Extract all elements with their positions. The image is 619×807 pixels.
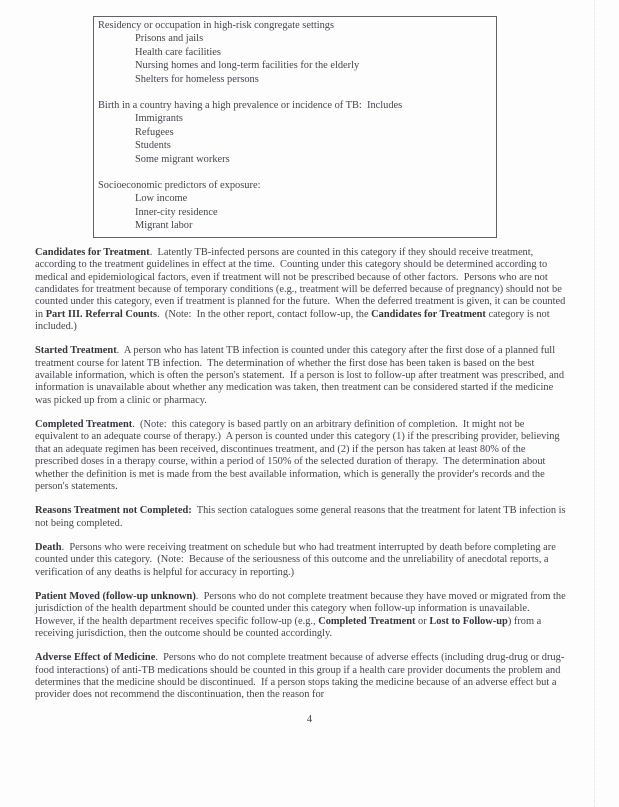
paragraph-patient-moved: [35, 591, 568, 640]
scan-artifact-line: [594, 0, 595, 807]
risk-group-item: Some migrant workers: [135, 153, 230, 165]
risk-group-heading: Socioeconomic predictors of exposure:: [98, 180, 261, 192]
text-run: ) from a receiving jurisdiction, then the outcome should be counted accordingly.: [35, 615, 544, 639]
page-number: 4: [306, 714, 313, 725]
risk-group-item: Migrant labor: [135, 220, 193, 232]
text-run: . Persons who do not complete treatment because they have moved or migrated from the jurisdiction of the health department should be counted under this category when follow-up information is unavailable. However, if the health department receives specific follow-up (e.g.,: [35, 590, 569, 627]
bold-term: Candidates for Treatment: [371, 308, 486, 320]
paragraph-reasons-treatment-not-completed: [35, 505, 568, 530]
risk-group-heading: Birth in a country having a high prevalence or incidence of TB: Includes: [98, 100, 403, 112]
risk-group-item: Students: [135, 140, 171, 152]
bold-term: Reasons Treatment not Completed:: [35, 505, 192, 517]
text-run: . Latently TB-infected persons are counted in this category if they should receive treatment, according to the treatment guidelines in effect at the time. Counting under this category should be determined according to medical and epidemiological factors, even if treatment will not be prescribed because of other factors. Persons who are not candidates for treatment because of temporary conditions (e.g., treatment will be deferred because of pregnancy) should not be counted under this category, even if treatment is planned for the future. When the deferred treatment is given, it can be counted in: [35, 247, 568, 320]
text-run: . Persons who were receiving treatment on schedule but who had treatment interrupted by death before completing are counted under this category. (Note: Because of the seriousness of this outcome and the unreliability of anecdotal reports, a verification of any deaths is helpful for accuracy in reporting.): [35, 541, 559, 578]
bold-term: Death: [35, 541, 62, 553]
text-run: This section catalogues some general reasons that the treatment for latent TB infection is not being completed.: [35, 505, 569, 529]
text-run: . (Note: In the other report, contact follow-up, the: [157, 308, 372, 320]
paragraph-death: [35, 542, 568, 579]
text-run: . Persons who do not complete treatment because of adverse effects (including drug-drug or drug-food interactions) of anti-TB medications should be counted in this group if a health care provider documents the problem and determines that the medicine should be discontinued. If a person stops taking the medicine because of an adverse effect but a provider does not recommend the discontinuation, then the reason for: [35, 652, 565, 701]
bold-term: Started Treatment: [35, 345, 117, 357]
risk-group: [98, 99, 490, 166]
bold-term: Completed Treatment: [318, 615, 416, 627]
bold-term: Lost to Follow-up: [429, 615, 508, 627]
paragraph-completed-treatment: [35, 419, 568, 493]
risk-group-item: Health care facilities: [135, 46, 221, 58]
risk-group-item: Nursing homes and long-term facilities for the elderly: [135, 60, 360, 72]
bold-term: Adverse Effect of Medicine: [35, 652, 156, 664]
risk-group-item: Refugees: [135, 126, 174, 138]
risk-group-heading: Residency or occupation in high-risk congregate settings: [98, 20, 335, 31]
bold-term: Candidates for Treatment: [35, 247, 150, 258]
risk-group: [98, 19, 490, 86]
paragraph-started-treatment: [35, 345, 568, 407]
risk-group: [98, 179, 490, 233]
bold-term: Patient Moved (follow-up unknown): [35, 590, 196, 602]
text-run: or: [415, 615, 430, 627]
risk-group-item: Prisons and jails: [135, 33, 204, 45]
text-run: category is not included.): [35, 308, 553, 333]
risk-group-item: Inner-city residence: [135, 206, 218, 218]
text-run: . A person who has latent TB infection is counted under this category after the first dose of a planned full treatment course for latent TB infection. The determination of whether the first dose has been taken is based on the best available information, which is often the person's statement. If a person is lost to follow-up after treatment was prescribed, and information is unavailable about whether any medication was taken, then treatment can be considered started if the medicine was picked up from a clinic or pharmacy.: [35, 345, 567, 406]
risk-group-item: Immigrants: [135, 113, 183, 125]
risk-group-item: Shelters for homeless persons: [135, 73, 259, 85]
risk-group-item: Low income: [135, 193, 188, 205]
paragraph-candidates-for-treatment: [35, 247, 568, 333]
text-run: . (Note: this category is based partly on an arbitrary definition of completion. It might not be equivalent to an adequate course of therapy.) A person is counted under this category (1) if the prescribing provider, believing that an adequate regimen has been received, discontinues treatment, and (2) if the person has taken at least 80% of the prescribed doses in a therapy course, within a period of 150% of the selected duration of therapy. The determination about whether the definition is met is made from the best available information, which is generally the provider's records and the person's statements.: [35, 419, 563, 492]
paragraph-adverse-effect-of-medicine: [35, 652, 568, 701]
bold-term: Part III. Referral Counts: [45, 308, 158, 320]
risk-factors-box: [93, 16, 497, 238]
document-body: [35, 247, 568, 714]
bold-term: Completed Treatment: [35, 419, 133, 431]
